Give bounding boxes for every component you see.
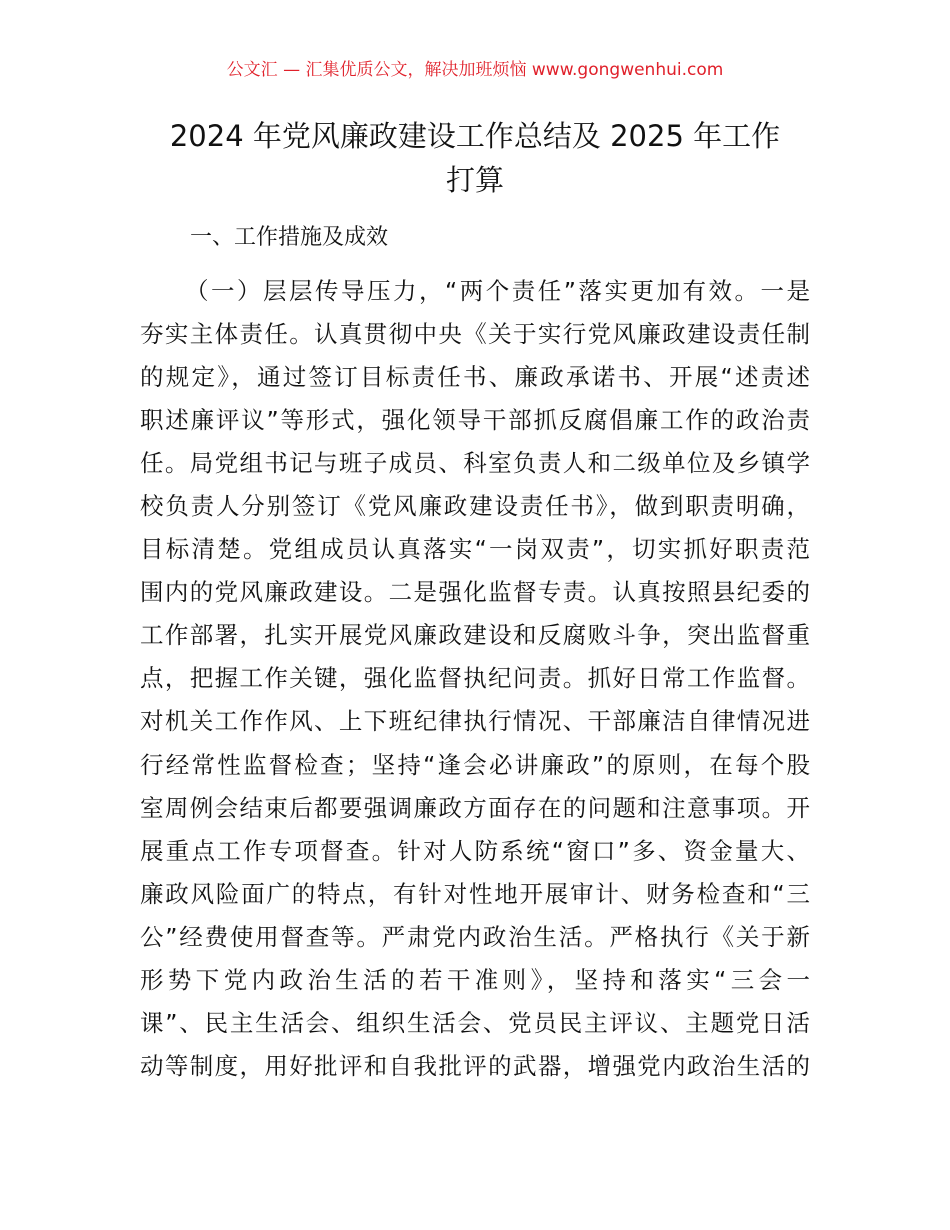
body-line: 课”、民主生活会、组织生活会、党员民主评议、主题党日活 — [140, 1008, 810, 1037]
body-line: 的规定》，通过签订目标责任书、廉政承诺书、开展“述责述 — [140, 363, 810, 392]
body-line: 展重点工作专项督查。针对人防系统“窗口”多、资金量大、 — [140, 836, 810, 865]
body-line: 公”经费使用督查等。严肃党内政治生活。严格执行《关于新 — [140, 922, 810, 951]
title-line: 打算 — [445, 163, 504, 197]
watermark-header: 公文汇 — 汇集优质公文，解决加班烦恼 www.gongwenhui.com — [226, 60, 724, 80]
body-line: 围内的党风廉政建设。二是强化监督专责。认真按照县纪委的 — [140, 578, 810, 607]
body-line: 目标清楚。党组成员认真落实“一岗双责”，切实抓好职责范 — [140, 535, 810, 564]
body-line: 动等制度，用好批评和自我批评的武器，增强党内政治生活的 — [140, 1051, 810, 1080]
title-line: 2024 年党风廉政建设工作总结及 2025 年工作 — [169, 119, 781, 153]
body-line: 室周例会结束后都要强调廉政方面存在的问题和注意事项。开 — [140, 793, 810, 822]
body-line: 对机关工作作风、上下班纪律执行情况、干部廉洁自律情况进 — [140, 707, 810, 736]
body-line: 行经常性监督检查；坚持“逢会必讲廉政”的原则，在每个股 — [140, 750, 810, 779]
body-line: 任。局党组书记与班子成员、科室负责人和二级单位及乡镇学 — [140, 449, 810, 478]
body-line: 形势下党内政治生活的若干准则》，坚持和落实“三会一 — [140, 965, 810, 994]
document-title — [120, 114, 830, 202]
body-line: （一）层层传导压力，“两个责任”落实更加有效。一是 — [185, 277, 810, 305]
section-heading: 一、工作措施及成效 — [190, 225, 389, 250]
body-line: 夯实主体责任。认真贯彻中央《关于实行党风廉政建设责任制 — [140, 320, 810, 349]
body-paragraph — [140, 270, 810, 1088]
body-line: 工作部署，扎实开展党风廉政建设和反腐败斗争，突出监督重 — [140, 621, 810, 650]
body-line: 廉政风险面广的特点，有针对性地开展审计、财务检查和“三 — [140, 879, 810, 908]
body-line: 点，把握工作关键，强化监督执纪问责。抓好日常工作监督。 — [140, 664, 810, 693]
body-line: 职述廉评议”等形式，强化领导干部抓反腐倡廉工作的政治责 — [140, 406, 810, 435]
body-line: 校负责人分别签订《党风廉政建设责任书》，做到职责明确， — [140, 492, 810, 521]
